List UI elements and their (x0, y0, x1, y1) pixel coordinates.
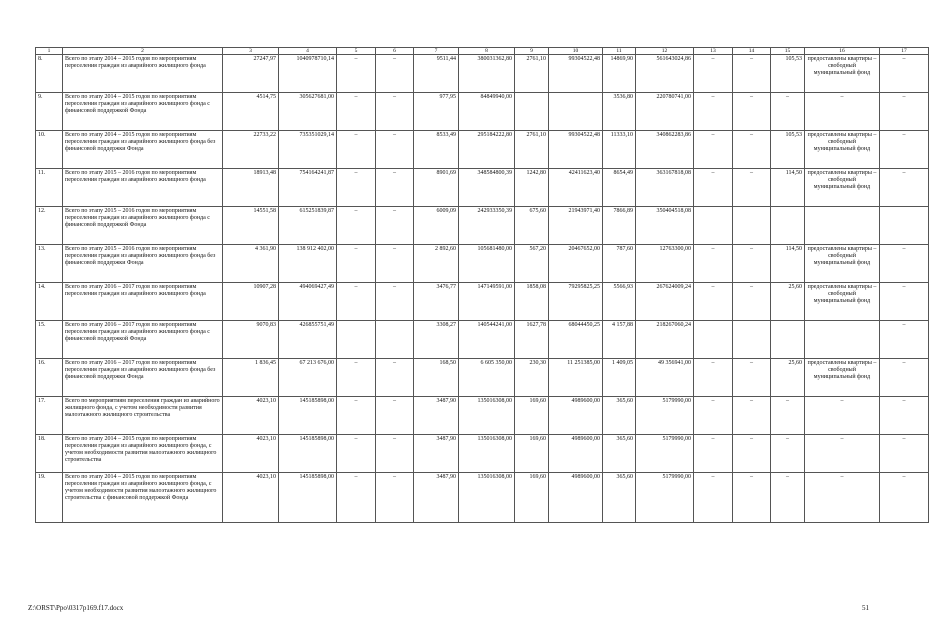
table-cell (733, 207, 771, 245)
table-cell: 787,60 (603, 245, 636, 283)
column-number-cell: 8 (459, 48, 515, 55)
table-cell: – (337, 245, 376, 283)
table-cell: 84849940,00 (459, 93, 515, 131)
table-cell: – (771, 473, 805, 523)
row-number-cell: 17. (36, 397, 63, 435)
table-cell: 8654,49 (603, 169, 636, 207)
table-cell: – (337, 435, 376, 473)
table-cell: – (880, 435, 929, 473)
table-cell: 1627,78 (515, 321, 549, 359)
table-cell: 4023,10 (223, 397, 279, 435)
row-number-cell: 10. (36, 131, 63, 169)
page-number: 51 (862, 604, 869, 612)
table-row (36, 473, 929, 523)
table-cell: – (376, 435, 414, 473)
row-number-cell: 16. (36, 359, 63, 397)
table-cell: 8533,49 (414, 131, 459, 169)
table-cell: 25,60 (771, 283, 805, 321)
table-cell: предоставлены квартиры – свободный муниципальный фонд (805, 169, 880, 207)
table-cell: предоставлены квартиры – свободный муниципальный фонд (805, 283, 880, 321)
column-number-cell: 6 (376, 48, 414, 55)
table-cell: – (733, 435, 771, 473)
table-cell: 135016308,00 (459, 397, 515, 435)
table-cell: – (771, 435, 805, 473)
table-row (36, 397, 929, 435)
table-cell: 6009,09 (414, 207, 459, 245)
table-cell: 145185898,00 (279, 473, 337, 523)
row-description-cell: Всего по этапу 2016 – 2017 годов по мероприятиям переселения граждан из аварийного жилищного фонда с финансовой поддержкой Фонда (63, 321, 223, 359)
table-cell: 5179990,00 (636, 473, 694, 523)
table-cell: 18913,48 (223, 169, 279, 207)
table-cell: 3476,77 (414, 283, 459, 321)
table-cell: 426855751,49 (279, 321, 337, 359)
table-cell: 340862283,86 (636, 131, 694, 169)
column-number-cell: 16 (805, 48, 880, 55)
table-cell: 4023,10 (223, 473, 279, 523)
table-cell (805, 321, 880, 359)
table-cell: – (694, 397, 733, 435)
table-cell: 305627681,00 (279, 93, 337, 131)
table-cell: 1040978710,14 (279, 55, 337, 93)
table-cell: 2761,10 (515, 55, 549, 93)
table-cell: предоставлены квартиры – свободный муниципальный фонд (805, 245, 880, 283)
table-cell: 20467652,00 (549, 245, 603, 283)
table-cell: – (376, 207, 414, 245)
row-description-cell: Всего по этапу 2016 – 2017 годов по мероприятиям переселения граждан из аварийного жилищного фонда (63, 283, 223, 321)
table-cell: 12763300,00 (636, 245, 694, 283)
table-cell: 3308,27 (414, 321, 459, 359)
table-cell: предоставлены квартиры – свободный муниципальный фонд (805, 359, 880, 397)
table-cell: 27247,97 (223, 55, 279, 93)
table-cell: 4989600,00 (549, 397, 603, 435)
table-cell: – (733, 283, 771, 321)
table-cell: – (880, 359, 929, 397)
table-cell: – (337, 55, 376, 93)
table-cell: 365,60 (603, 473, 636, 523)
table-cell: 494069427,49 (279, 283, 337, 321)
table-cell: – (733, 131, 771, 169)
column-number-cell: 11 (603, 48, 636, 55)
table-header-row (36, 48, 929, 55)
row-description-cell: Всего по этапу 2015 – 2016 годов по мероприятиям переселения граждан из аварийного жилищного фонда (63, 169, 223, 207)
row-description-cell: Всего по этапу 2015 – 2016 годов по мероприятиям переселения граждан из аварийного жилищного фонда без финансовой поддержки Фонда (63, 245, 223, 283)
table-cell: – (337, 283, 376, 321)
table-cell (337, 321, 376, 359)
table-cell: – (733, 93, 771, 131)
table-cell: 14869,90 (603, 55, 636, 93)
table-cell: 3536,80 (603, 93, 636, 131)
column-number-cell: 17 (880, 48, 929, 55)
table-cell: – (376, 169, 414, 207)
table-cell: – (771, 397, 805, 435)
table-cell: 735351029,14 (279, 131, 337, 169)
table-cell: – (694, 435, 733, 473)
table-cell: – (733, 169, 771, 207)
table-cell: – (337, 93, 376, 131)
table-cell: – (694, 283, 733, 321)
table-cell: 99304522,48 (549, 55, 603, 93)
table-cell: 4989600,00 (549, 473, 603, 523)
table-cell: 11333,10 (603, 131, 636, 169)
table-cell: – (805, 435, 880, 473)
document-table (35, 47, 929, 523)
table-cell: 365,60 (603, 397, 636, 435)
table-cell: 14551,58 (223, 207, 279, 245)
column-number-cell: 12 (636, 48, 694, 55)
row-number-cell: 11. (36, 169, 63, 207)
row-description-cell: Всего по этапу 2014 – 2015 годов по мероприятиям переселения граждан из аварийного жилищного фонда (63, 55, 223, 93)
table-cell: – (694, 93, 733, 131)
table-cell: 1 836,45 (223, 359, 279, 397)
row-description-cell: Всего по этапу 2016 – 2017 годов по мероприятиям переселения граждан из аварийного жилищного фонда без финансовой поддержки Фонда (63, 359, 223, 397)
table-cell: – (880, 55, 929, 93)
table-cell: 380031362,80 (459, 55, 515, 93)
table-cell: 79295825,25 (549, 283, 603, 321)
table-cell: 5179990,00 (636, 397, 694, 435)
table-cell: – (376, 131, 414, 169)
table-cell: 218267060,24 (636, 321, 694, 359)
table-row (36, 169, 929, 207)
table-row (36, 207, 929, 245)
column-number-cell: 5 (337, 48, 376, 55)
table-cell: 105,53 (771, 131, 805, 169)
table-cell: – (733, 359, 771, 397)
column-number-cell: 13 (694, 48, 733, 55)
table-cell: – (337, 169, 376, 207)
table-cell: – (376, 283, 414, 321)
table-cell: – (880, 169, 929, 207)
table-cell: – (694, 359, 733, 397)
table-cell: – (337, 131, 376, 169)
table-cell: 4 361,90 (223, 245, 279, 283)
table-cell: – (376, 473, 414, 523)
table-cell: – (337, 359, 376, 397)
table-cell: 5179990,00 (636, 435, 694, 473)
column-number-cell: 4 (279, 48, 337, 55)
table-cell: 169,60 (515, 473, 549, 523)
table-cell: 1858,08 (515, 283, 549, 321)
row-number-cell: 13. (36, 245, 63, 283)
table-cell (549, 93, 603, 131)
table-cell: – (376, 359, 414, 397)
table-cell (880, 207, 929, 245)
table-cell: – (880, 283, 929, 321)
table-row (36, 245, 929, 283)
table-cell: 350404518,08 (636, 207, 694, 245)
table-cell: 21943971,40 (549, 207, 603, 245)
table-cell: – (880, 397, 929, 435)
row-number-cell: 8. (36, 55, 63, 93)
table-cell: 10907,28 (223, 283, 279, 321)
table-cell: 2 892,60 (414, 245, 459, 283)
table-cell: 11 251385,00 (549, 359, 603, 397)
table-cell: 5566,93 (603, 283, 636, 321)
table-cell: – (694, 169, 733, 207)
table-cell: 8901,69 (414, 169, 459, 207)
table-cell: 675,60 (515, 207, 549, 245)
column-number-cell: 1 (36, 48, 63, 55)
table-cell: 42411623,40 (549, 169, 603, 207)
table-cell: 135016308,00 (459, 473, 515, 523)
row-number-cell: 12. (36, 207, 63, 245)
table-cell: 4023,10 (223, 435, 279, 473)
row-description-cell: Всего по этапу 2015 – 2016 годов по мероприятиям переселения граждан из аварийного жилищного фонда с финансовой поддержкой Фонда (63, 207, 223, 245)
table-row (36, 283, 929, 321)
column-number-cell: 3 (223, 48, 279, 55)
table-cell: 220780741,00 (636, 93, 694, 131)
row-description-cell: Всего по этапу 2014 – 2015 годов по мероприятиям переселения граждан из аварийного жилищного фонда без финансовой поддержки Фонда (63, 131, 223, 169)
table-cell: 567,20 (515, 245, 549, 283)
table-cell (771, 321, 805, 359)
column-number-cell: 9 (515, 48, 549, 55)
table-cell: 4989600,00 (549, 435, 603, 473)
table-cell: 25,60 (771, 359, 805, 397)
row-number-cell: 14. (36, 283, 63, 321)
table-cell: – (805, 473, 880, 523)
table-cell: – (771, 93, 805, 131)
table-cell: 145185898,00 (279, 397, 337, 435)
column-number-cell: 14 (733, 48, 771, 55)
table-cell (805, 207, 880, 245)
table-cell: 365,60 (603, 435, 636, 473)
table-cell: 1242,80 (515, 169, 549, 207)
table-row (36, 93, 929, 131)
table-cell: – (805, 93, 880, 131)
table-cell (694, 207, 733, 245)
column-number-cell: 15 (771, 48, 805, 55)
table-cell: 2761,10 (515, 131, 549, 169)
table-cell: – (880, 131, 929, 169)
table-row (36, 321, 929, 359)
table-cell (515, 93, 549, 131)
table-cell: 267624009,24 (636, 283, 694, 321)
table-cell: предоставлены квартиры – свободный муниципальный фонд (805, 55, 880, 93)
table-cell: 114,50 (771, 245, 805, 283)
table-row (36, 131, 929, 169)
table-cell: 22733,22 (223, 131, 279, 169)
table-cell: – (376, 397, 414, 435)
table-cell: 7866,89 (603, 207, 636, 245)
table-cell: 3487,90 (414, 435, 459, 473)
table-cell: 135016308,00 (459, 435, 515, 473)
table-cell: 67 213 676,00 (279, 359, 337, 397)
row-number-cell: 18. (36, 435, 63, 473)
table-cell: – (733, 55, 771, 93)
table-cell: 9511,44 (414, 55, 459, 93)
table-cell: 147149591,00 (459, 283, 515, 321)
table-cell: 242933350,39 (459, 207, 515, 245)
row-description-cell: Всего по этапу 2014 – 2015 годов по мероприятиям переселения граждан из аварийного жилищного фонда с финансовой поддержкой Фонда (63, 93, 223, 131)
table-cell: – (805, 397, 880, 435)
table-cell: 230,30 (515, 359, 549, 397)
table-cell: 3487,90 (414, 397, 459, 435)
table-cell: 295184222,80 (459, 131, 515, 169)
row-description-cell: Всего по этапу 2014 – 2015 годов по мероприятиям переселения граждан из аварийного жилищного фонда, с учетом необходимости развития малоэтажного жилищного строительства (63, 435, 223, 473)
table-cell: – (880, 245, 929, 283)
row-description-cell: Всего по этапу 2014 – 2015 годов по мероприятиям переселения граждан из аварийного жилищного фонда, с учетом необходимости развития малоэтажного жилищного строительства с финансовой поддержкой Фонда (63, 473, 223, 523)
table-cell: – (694, 245, 733, 283)
table-cell: предоставлены квартиры – свободный муниципальный фонд (805, 131, 880, 169)
table-cell: – (880, 473, 929, 523)
row-number-cell: 9. (36, 93, 63, 131)
column-number-cell: 10 (549, 48, 603, 55)
table-cell (733, 321, 771, 359)
table-cell: 169,60 (515, 435, 549, 473)
table-cell: – (694, 55, 733, 93)
column-number-cell: 7 (414, 48, 459, 55)
table-cell: 1 409,05 (603, 359, 636, 397)
table-cell (376, 321, 414, 359)
row-number-cell: 19. (36, 473, 63, 523)
table-cell: 168,50 (414, 359, 459, 397)
table-cell: – (694, 473, 733, 523)
table-cell: 140544241,00 (459, 321, 515, 359)
table-cell: – (337, 207, 376, 245)
table-cell: 363167818,08 (636, 169, 694, 207)
table-cell: – (694, 131, 733, 169)
table-cell (694, 321, 733, 359)
table-cell: 169,60 (515, 397, 549, 435)
table-cell: 105,53 (771, 55, 805, 93)
table-cell: 145185898,00 (279, 435, 337, 473)
table-cell: 754164241,87 (279, 169, 337, 207)
row-number-cell: 15. (36, 321, 63, 359)
table-row (36, 435, 929, 473)
table-cell: 99304522,48 (549, 131, 603, 169)
table-cell: 977,95 (414, 93, 459, 131)
table-cell: 105681480,00 (459, 245, 515, 283)
table-cell: 348584800,39 (459, 169, 515, 207)
table-row (36, 55, 929, 93)
table-cell: 4 157,88 (603, 321, 636, 359)
table-cell: 4514,75 (223, 93, 279, 131)
table-cell: 114,50 (771, 169, 805, 207)
table-cell: 561643024,86 (636, 55, 694, 93)
row-description-cell: Всего по мероприятиям переселения граждан из аварийного жилищного фонда, с учетом необходимости развития малоэтажного жилищного строительства (63, 397, 223, 435)
table-cell: – (733, 397, 771, 435)
table-cell: – (376, 55, 414, 93)
table-cell (771, 207, 805, 245)
table-cell: – (337, 473, 376, 523)
table-cell: 49 356941,00 (636, 359, 694, 397)
table-cell: 9070,83 (223, 321, 279, 359)
table-cell: – (880, 321, 929, 359)
table-cell: 615251839,87 (279, 207, 337, 245)
table-cell: 6 605 350,00 (459, 359, 515, 397)
table-cell: 3487,90 (414, 473, 459, 523)
column-number-cell: 2 (63, 48, 223, 55)
table-cell: 68044450,25 (549, 321, 603, 359)
table-cell: – (376, 245, 414, 283)
table-row (36, 359, 929, 397)
table-cell: – (733, 473, 771, 523)
table-cell: 138 912 402,00 (279, 245, 337, 283)
table-cell: – (733, 245, 771, 283)
table-cell: – (376, 93, 414, 131)
footer-file-path: Z:\ORST\Ppo\0317p169.f17.docx (28, 604, 124, 612)
table-cell: – (880, 93, 929, 131)
table-cell: – (337, 397, 376, 435)
